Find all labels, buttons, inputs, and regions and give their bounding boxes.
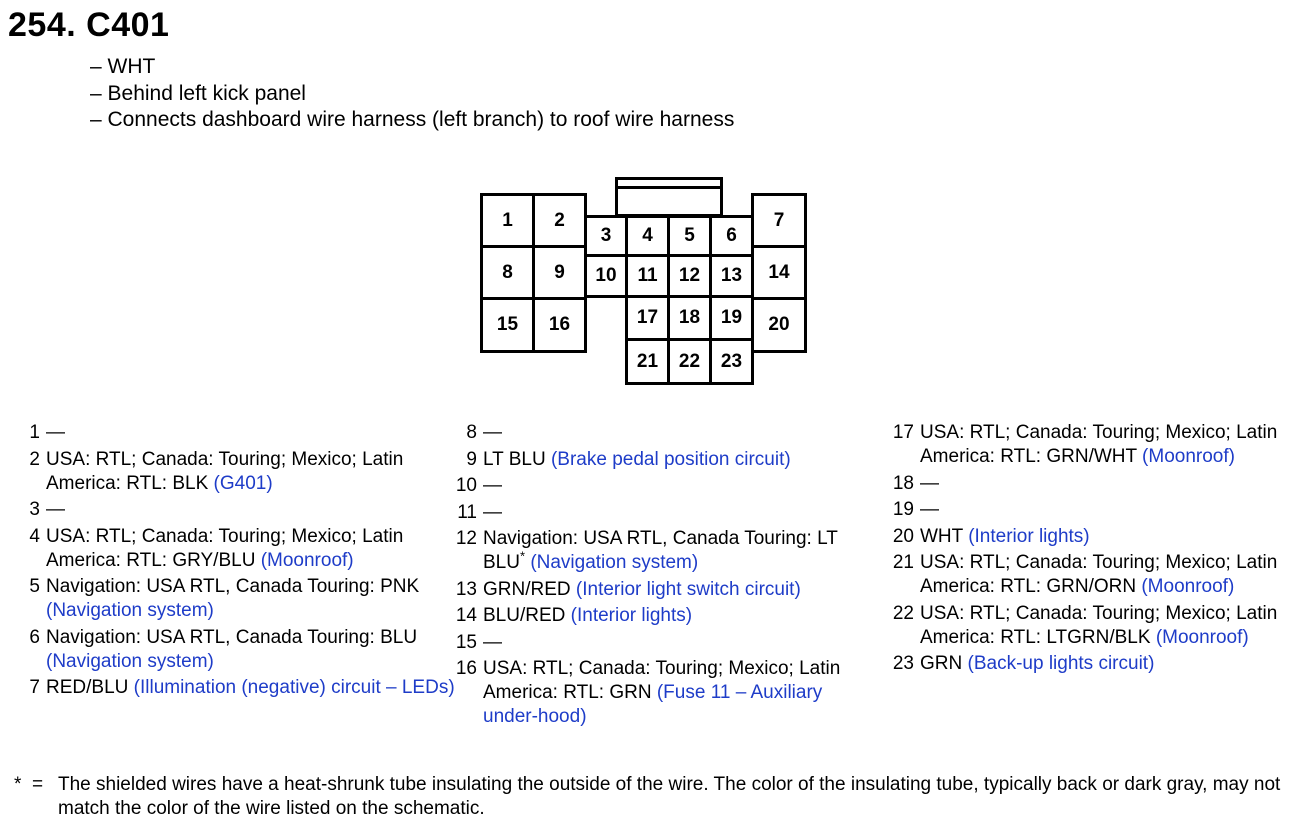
pin-wire: — — [483, 501, 502, 523]
pin-number: 14 — [455, 605, 477, 626]
pin-number: 19 — [892, 499, 914, 520]
pin-row — [880, 525, 1308, 549]
pin-description — [46, 448, 455, 496]
pin-wire: — — [920, 472, 939, 494]
connector-cell-11: 11 — [625, 254, 670, 298]
connector-cell-16: 16 — [532, 297, 587, 353]
connector-cell-7: 7 — [751, 193, 807, 248]
pin-description — [920, 525, 1308, 549]
connector-cell-5: 5 — [667, 215, 712, 257]
pin-list-column-2 — [450, 421, 880, 732]
pin-number: 20 — [892, 525, 914, 547]
connector-cell-19: 19 — [709, 295, 754, 341]
pin-number: 10 — [455, 475, 477, 496]
connector-cell-1: 1 — [480, 193, 535, 248]
pin-wire: BLU/RED — [483, 605, 566, 626]
pin-number: 9 — [466, 448, 477, 470]
pin-row — [450, 657, 880, 729]
pin-wire: GRN — [920, 653, 963, 674]
connector-cell-22: 22 — [667, 338, 712, 385]
pin-description — [483, 631, 880, 655]
pin-row — [880, 498, 1308, 522]
pin-number: 15 — [455, 631, 477, 653]
connector-cell-18: 18 — [667, 295, 712, 341]
connector-cell-23: 23 — [709, 338, 754, 385]
footnote-text: The shielded wires have a heat-shrunk tube insulating the outside of the wire. The color of the insulating tube, typically back or dark gray, may not match the color of the wire listed on the schematic. — [58, 774, 1281, 819]
pin-description — [46, 676, 455, 700]
pin-circuit: (Moonroof) — [1142, 446, 1235, 467]
connector-cell-20: 20 — [751, 297, 807, 353]
pin-circuit: (Back-up lights circuit) — [967, 653, 1155, 674]
pin-description — [483, 657, 880, 729]
pin-row — [880, 652, 1308, 676]
pin-wire: GRN/RED — [483, 578, 571, 600]
pin-row — [10, 525, 455, 573]
pin-number: 2 — [29, 448, 40, 470]
pin-number: 1 — [29, 422, 40, 443]
connector-cell-14: 14 — [751, 245, 807, 300]
pin-row — [880, 551, 1308, 599]
pin-description — [483, 578, 880, 602]
pin-wire: USA: RTL; Canada: Touring; Mexico; Latin America: RTL: GRN — [483, 658, 841, 703]
pin-number: 3 — [29, 499, 40, 520]
pin-wire: USA: RTL; Canada: Touring; Mexico; Latin America: RTL: GRN/ORN — [920, 552, 1278, 597]
pin-row — [10, 448, 455, 496]
pin-description — [46, 575, 455, 623]
pin-row — [880, 421, 1308, 469]
pin-number: 8 — [466, 422, 477, 443]
pin-description — [46, 626, 455, 674]
pin-number: 23 — [892, 653, 914, 674]
pin-description — [46, 498, 455, 522]
pin-row — [10, 421, 455, 445]
connector-cell-9: 9 — [532, 245, 587, 300]
pin-circuit: (Moonroof) — [260, 549, 354, 571]
pin-row — [880, 602, 1308, 650]
pin-wire: USA: RTL; Canada: Touring; Mexico; Latin America: RTL: GRN/WHT — [920, 422, 1278, 467]
connector-id: C401 — [86, 6, 170, 44]
pin-circuit: (Moonroof) — [1141, 576, 1235, 597]
pin-number: 11 — [457, 501, 477, 523]
pin-description — [920, 421, 1308, 469]
pin-circuit: (Moonroof) — [1155, 626, 1249, 648]
connector-cell-15: 15 — [480, 297, 535, 353]
connector-cell-8: 8 — [480, 245, 535, 300]
connector-location: – Behind left kick panel — [90, 81, 306, 105]
pin-description — [46, 525, 455, 573]
pin-description — [920, 602, 1308, 650]
pin-number: 13 — [455, 578, 477, 600]
connector-connection: – Connects dashboard wire harness (left branch) to roof wire harness — [90, 108, 735, 131]
pin-description — [46, 421, 455, 445]
pin-wire: LT BLU — [483, 448, 546, 470]
connector-cell-2: 2 — [532, 193, 587, 248]
pin-description — [483, 421, 880, 445]
pin-number: 12 — [455, 528, 477, 549]
connector-cell-17: 17 — [625, 295, 670, 341]
pin-row — [10, 498, 455, 522]
pin-number: 6 — [29, 626, 40, 648]
pin-description — [483, 448, 880, 472]
pin-row — [880, 472, 1308, 496]
connector-cell-10: 10 — [584, 254, 628, 298]
section-number: 254. — [8, 6, 77, 44]
connector-cell-12: 12 — [667, 254, 712, 298]
connector-cell-6: 6 — [709, 215, 754, 257]
pin-row — [450, 474, 880, 498]
pin-row — [10, 626, 455, 674]
footnote-equals: = — [32, 774, 44, 795]
pin-list-column-3 — [880, 421, 1308, 679]
pin-circuit: (Interior lights) — [570, 605, 693, 626]
connector-cell-3: 3 — [584, 215, 628, 257]
pin-list-column-1 — [10, 421, 455, 703]
pin-wire: WHT — [920, 525, 963, 547]
pin-circuit: (G401) — [213, 472, 273, 494]
pin-row — [450, 448, 880, 472]
pin-wire: USA: RTL; Canada: Touring; Mexico; Latin America: RTL: GRY/BLU — [46, 525, 404, 571]
pin-wire: Navigation: USA RTL, Canada Touring: LT BLU — [483, 528, 838, 573]
footnote-symbol: * — [14, 774, 22, 795]
pin-number: 16 — [455, 658, 477, 679]
pin-circuit: (Fuse 11 – Auxiliary under-hood) — [483, 682, 823, 727]
connector-tab-body — [615, 186, 723, 217]
pin-description — [920, 472, 1308, 496]
pin-row — [10, 575, 455, 623]
pin-circuit: (Brake pedal position circuit) — [550, 448, 791, 470]
pin-description — [920, 498, 1308, 522]
pin-row — [450, 527, 880, 575]
pin-row — [450, 578, 880, 602]
pin-circuit: (Interior lights) — [968, 525, 1090, 547]
pin-wire: USA: RTL; Canada: Touring; Mexico; Latin America: RTL: BLK — [46, 448, 404, 494]
pin-wire: Navigation: USA RTL, Canada Touring: BLU — [46, 626, 418, 648]
pin-circuit: (Navigation system) — [46, 600, 214, 621]
pin-number: 18 — [892, 472, 914, 494]
pin-row — [450, 501, 880, 525]
pin-wire: — — [46, 499, 65, 520]
shielded-marker: * — [519, 548, 526, 564]
pin-number: 4 — [29, 525, 40, 547]
connector-color: – WHT — [90, 55, 156, 78]
pin-row — [10, 676, 455, 700]
pin-number: 7 — [29, 677, 40, 698]
pin-row — [450, 604, 880, 628]
pin-wire: — — [483, 422, 502, 443]
pin-wire: — — [483, 631, 502, 653]
pin-wire: Navigation: USA RTL, Canada Touring: PNK — [46, 576, 420, 597]
connector-cell-4: 4 — [625, 215, 670, 257]
footnote — [14, 773, 1298, 821]
pin-wire: RED/BLU — [46, 677, 129, 698]
pin-row — [450, 631, 880, 655]
pin-description — [483, 604, 880, 628]
pin-wire: — — [920, 499, 939, 520]
pin-wire: USA: RTL; Canada: Touring; Mexico; Latin America: RTL: LTGRN/BLK — [920, 602, 1278, 648]
connector-cell-21: 21 — [625, 338, 670, 385]
pin-number: 21 — [892, 552, 914, 573]
pin-description — [483, 474, 880, 498]
pin-row — [450, 421, 880, 445]
pin-circuit: (Navigation system) — [46, 650, 214, 672]
pin-number: 22 — [892, 602, 914, 624]
pin-circuit: (Interior light switch circuit) — [575, 578, 801, 600]
connector-info-list — [90, 54, 734, 134]
pin-number: 17 — [892, 422, 914, 443]
pin-description — [483, 527, 880, 575]
pin-wire: — — [483, 475, 502, 496]
pin-description — [483, 501, 880, 525]
pin-wire: — — [46, 422, 65, 443]
pin-circuit: (Illumination (negative) circuit – LEDs) — [133, 677, 455, 698]
page-title — [8, 6, 169, 45]
pin-circuit: (Navigation system) — [530, 552, 699, 573]
connector-cell-13: 13 — [709, 254, 754, 298]
pin-number: 5 — [29, 576, 40, 597]
pin-description — [920, 652, 1308, 676]
pin-description — [920, 551, 1308, 599]
